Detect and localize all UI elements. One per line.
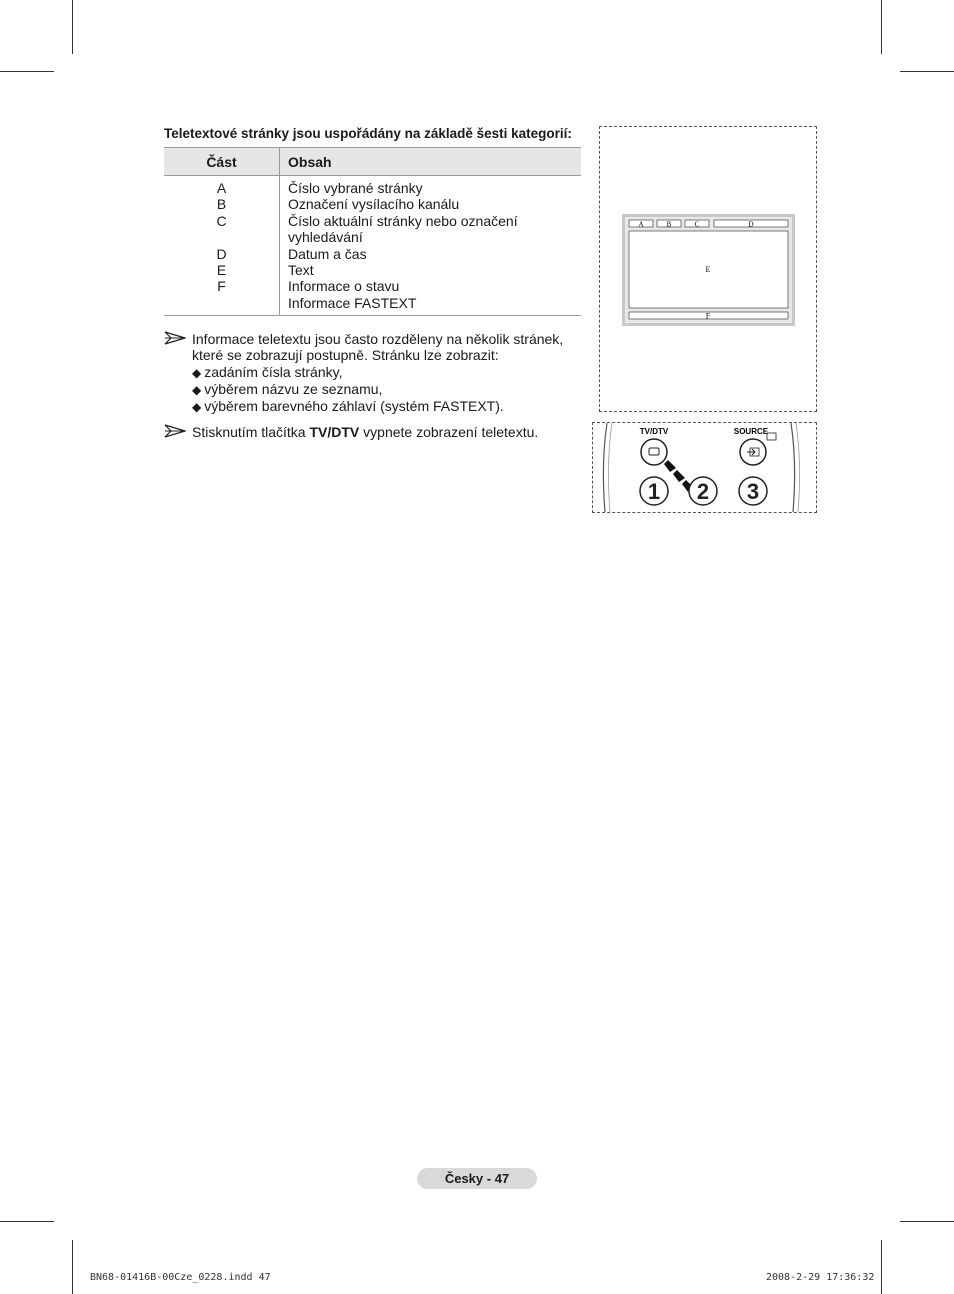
content-line: Číslo vybrané stránky [288, 180, 423, 196]
part-letter: D [216, 245, 227, 262]
table-header-row [164, 148, 581, 176]
part-letter: F [217, 278, 226, 295]
part-letter: C [216, 212, 227, 229]
page-number: Česky - 47 [417, 1168, 537, 1189]
diamond-bullet-icon: ◆ [192, 400, 202, 415]
teletext-layout-diagram [599, 126, 817, 412]
label-b: B [666, 220, 672, 229]
note-text: které se zobrazují postupně. Stránku lze zobrazit: [192, 347, 499, 364]
tv-screen-illustration [600, 127, 816, 411]
label-f: F [705, 311, 711, 321]
label-a: A [638, 220, 644, 229]
content-line: Text [288, 262, 314, 279]
content-line: Označení vysílacího kanálu [288, 196, 460, 213]
digit-3-button: 3 [746, 479, 760, 504]
crop-mark [900, 71, 954, 72]
crop-mark [881, 1240, 882, 1294]
content-line: Informace FASTEXT [288, 294, 417, 311]
note-text: Stisknutím tlačítka [192, 424, 310, 440]
column-header-content: Obsah [280, 148, 582, 176]
diamond-bullet-icon: ◆ [192, 382, 202, 397]
note-exit [164, 424, 584, 440]
tvdtv-label: TV/DTV [639, 427, 669, 436]
part-letter: B [216, 196, 227, 213]
part-letter: E [216, 262, 227, 279]
note-paging [164, 331, 584, 415]
content-line: Datum a čas [288, 245, 367, 262]
note-text: Informace teletextu jsou často rozděleny na několik stránek, [192, 331, 564, 347]
part-letter: A [216, 180, 227, 196]
date-slug: 2008-2-29 17:36:32 [766, 1272, 875, 1283]
remote-illustration [592, 422, 817, 513]
crop-mark [72, 1240, 73, 1294]
arrow-note-icon [164, 331, 186, 345]
crop-mark [900, 1221, 954, 1222]
content-line: Informace o stavu [288, 278, 400, 295]
content-cell [280, 176, 582, 316]
note-text: vypnete zobrazení teletextu. [359, 424, 539, 440]
button-name: TV/DTV [309, 424, 360, 440]
crop-mark [881, 0, 882, 54]
label-c: C [694, 220, 700, 229]
list-item: ◆ zadáním čísla stránky, [192, 363, 343, 380]
digit-1-button: 1 [647, 479, 661, 504]
list-item: ◆ výběrem barevného záhlaví (systém FASTEXT). [192, 398, 504, 415]
content-line: Číslo aktuální stránky nebo označení [288, 212, 518, 229]
table-row [164, 176, 581, 316]
part-letter [164, 229, 279, 245]
part-cell [164, 176, 280, 316]
arrow-note-icon [164, 424, 186, 438]
diamond-bullet-icon: ◆ [192, 365, 202, 380]
category-table [164, 147, 581, 316]
remote-control-icon [593, 423, 816, 512]
section-heading: Teletextové stránky jsou uspořádány na základě šesti kategorií: [164, 126, 572, 141]
source-label: SOURCE [733, 427, 769, 436]
label-e: E [705, 265, 711, 274]
label-d: D [748, 220, 754, 229]
crop-mark [0, 1221, 54, 1222]
list-item: ◆ výběrem názvu ze seznamu, [192, 380, 383, 397]
digit-2-button: 2 [696, 479, 710, 504]
file-slug: BN68-01416B-00Cze_0228.indd 47 [90, 1272, 271, 1283]
column-header-part: Část [164, 148, 280, 176]
crop-mark [72, 0, 73, 54]
crop-mark [0, 71, 54, 72]
content-line: vyhledávání [288, 229, 363, 246]
